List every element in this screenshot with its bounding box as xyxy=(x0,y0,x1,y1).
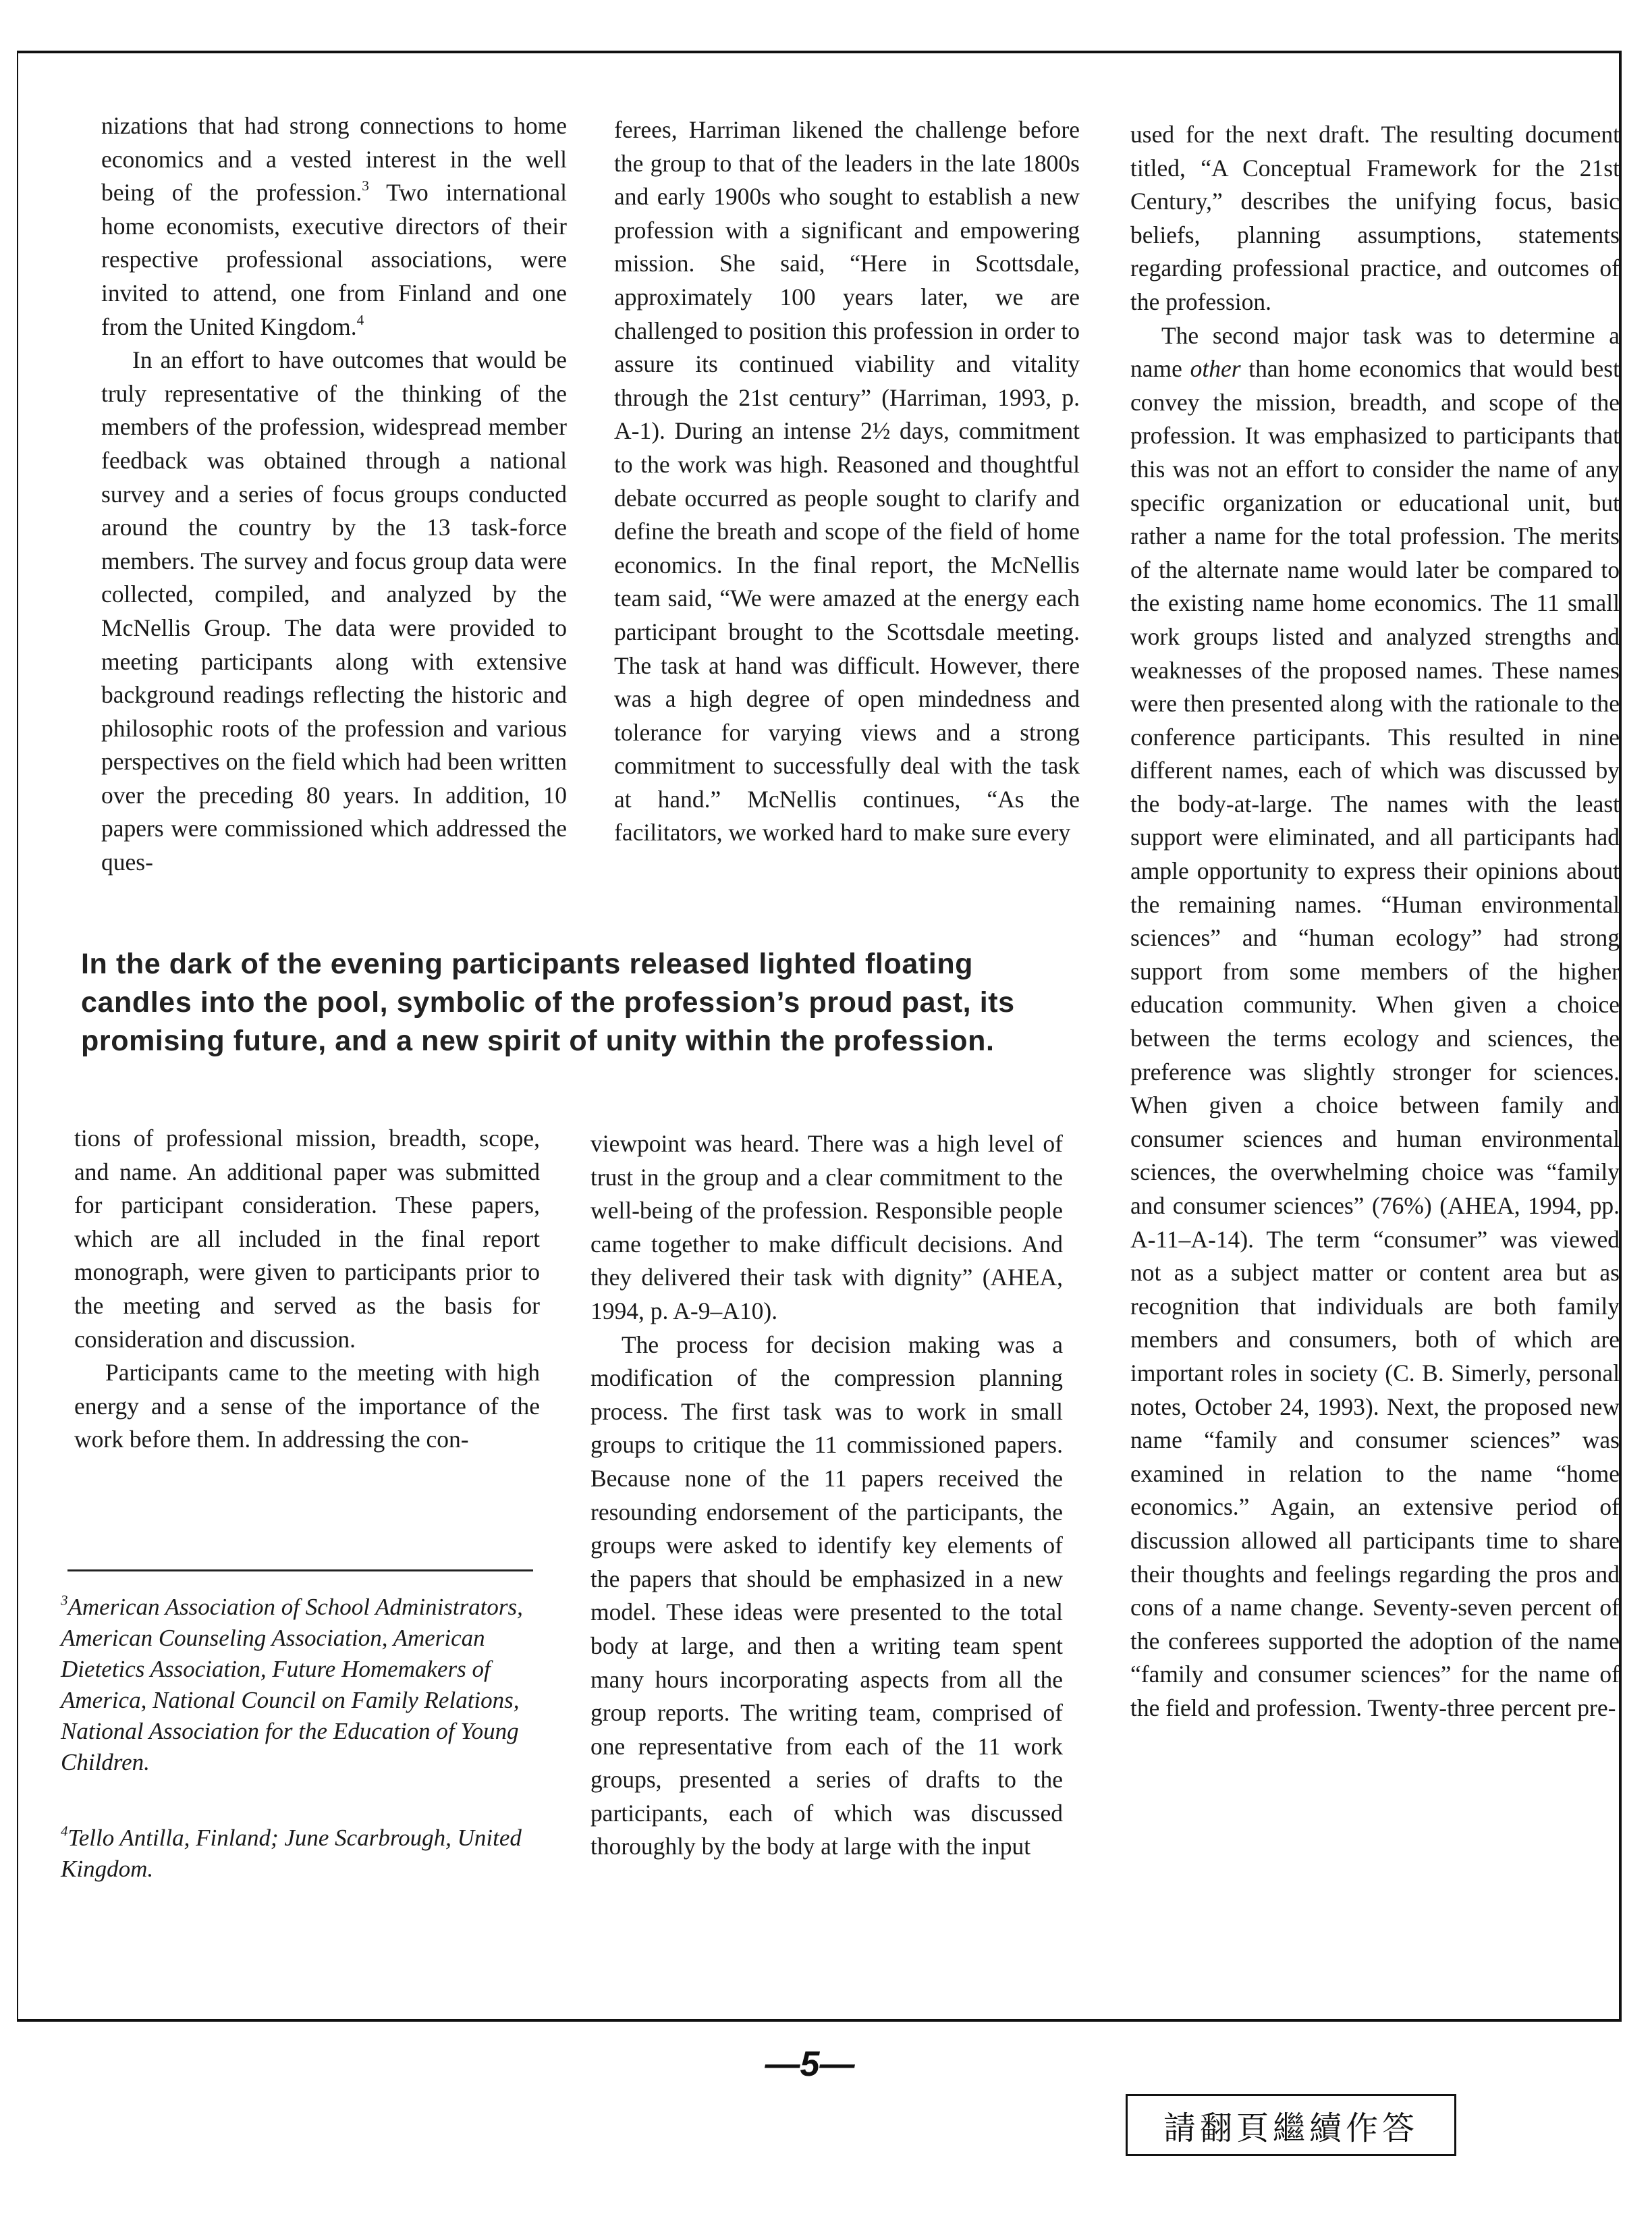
paragraph: Participants came to the meeting with high energy and a sense of the importance of the work before them. In addressing the con- xyxy=(74,1359,540,1453)
paragraph: The process for decision making was a modification of the compression planning process. The first task was to work in small groups to critique the 11 commissioned papers. Because none of the 11 papers received the resounding endorsement of the participants, the groups were asked to identify key elements of the papers that should be emphasized in a new model. These ideas were presented to the total body at large, and then a writing team spent many hours incorporating aspects from all the group reports. The writing team, comprised of one representative from each of the 11 work groups, presented a series of drafts to the participants, each of which was discussed thoroughly by the body at large with the input xyxy=(590,1330,1063,1860)
paragraph xyxy=(101,109,567,344)
footnote-3 xyxy=(61,1592,540,1778)
paragraph: viewpoint was heard. There was a high level of trust in the group and a clear commitment to the well-being of the profession. Responsible people came together to make difficult decisions. And they delivered their task with dignity” (AHEA, 1994, p. A-9–A10). xyxy=(590,1130,1063,1324)
footnote-body: Tello Antilla, Finland; June Scarbrough, United Kingdom. xyxy=(61,1825,522,1882)
footnote-text xyxy=(61,1592,540,1778)
pull-quote-line: candles into the pool, symbolic of the profession’s proud past, its xyxy=(81,986,1015,1019)
footnote-body: American Association of School Administrators, American Counseling Association, American Dietetics Association, Future Homemakers of America, National Council on Family Relations, National Association for the Education of Young Children. xyxy=(61,1594,523,1775)
footnote-number: 4 xyxy=(61,1823,68,1839)
column-1-top xyxy=(101,109,567,880)
pull-quote-line: promising future, and a new spirit of unity within the profession. xyxy=(81,1025,995,1057)
pull-quote-line: In the dark of the evening participants released lighted floating xyxy=(81,948,974,980)
footnote-divider xyxy=(67,1569,533,1571)
paragraph-text: than home economics that would best convey the mission, breadth, and scope of the profession. It was emphasized to participants that this was not an effort to consider the name of any specific organization or educational unit, but rather a name for the total profession. The merits of the alternate name would later be compared to the existing name home economics. The 11 small work groups listed and analyzed strengths and weaknesses of the proposed names. These names were then presented along with the rationale to the conference participants. This resulted in nine different names, each of which was discussed by the body-at-large. The names with the least support were eliminated, and all participants had ample opportunity to express their opinions about the remaining names. “Human environmental sciences” and “human ecology” had strong support from some members of the higher education community. When given a choice between the terms ecology and sciences, the preference was slightly stronger for sciences. When given a choice between family and consumer sciences and human environmental sciences, the overwhelming choice was “family and consumer sciences” (76%) (AHEA, 1994, pp. A-11–A-14). The term “consumer” was viewed not as a subject matter or content area but as recognition that individuals are both family members and consumers, both of which are important roles in society (C. B. Simerly, personal notes, October 24, 1993). Next, the proposed new name “family and consumer sciences” was examined in relation to the name “home economics.” Again, an extensive period of discussion allowed all participants time to share their thoughts and feelings regarding the pros and cons of a name change. Seventy-seven percent of the conferees supported the adoption of the name “family and consumer sciences” for the name of the field and profession. Twenty-three percent pre- xyxy=(1130,355,1620,1721)
column-2-bottom xyxy=(590,1127,1063,1864)
paragraph: In an effort to have outcomes that would be truly representative of the thinking of the members of the profession, widespread member feedback was obtained through a national survey and a series of focus groups conducted around the country by the 13 task-force members. The survey and focus group data were collected, compiled, and analyzed by the McNellis Group. The data were provided to meeting participants along with extensive background readings reflecting the historic and philosophic roots of the profession and various perspectives on the field which had been written over the preceding 80 years. In addition, 10 papers were commissioned which addressed the ques- xyxy=(101,346,567,876)
column-2-top xyxy=(614,113,1080,850)
paragraph: ferees, Harriman likened the challenge before the group to that of the leaders in the late 1800s and early 1900s who sought to establish a new profession with a significant and empowering mission. She said, “Here in Scottsdale, approximately 100 years later, we are challenged to position this profession in order to assure its continued viability and vitality through the 21st century” (Harriman, 1993, p. A-1). During an intense 2½ days, commitment to the work was high. Reasoned and thoughtful debate occurred as people sought to clarify and define the breath and scope of the field of home economics. In the final report, the McNellis team said, “We were amazed at the energy each participant brought to the Scottsdale meeting. The task at hand was difficult. However, there was a high degree of open mindedness and tolerance for varying views and a strong commitment to successfully deal with the task at hand.” McNellis continues, “As the facilitators, we worked hard to make sure every xyxy=(614,116,1080,846)
pull-quote xyxy=(81,945,1107,1060)
paragraph-text: The second major task was to determine a name xyxy=(1130,321,1620,383)
continue-notice-box xyxy=(1126,2094,1456,2156)
footnote-4 xyxy=(61,1823,540,1885)
continue-notice-text: 請翻頁繼續作答 xyxy=(1163,2109,1419,2147)
emphasis-text: other xyxy=(1190,355,1241,383)
column-3 xyxy=(1130,118,1620,1725)
footnote-ref-3: 3 xyxy=(362,178,369,194)
paragraph: used for the next draft. The resulting document titled, “A Conceptual Framework for the 21st Century,” describes the unifying focus, basic beliefs, planning assumptions, statements regarding professional practice, and outcomes of the profession. xyxy=(1130,121,1620,315)
page-number: —5— xyxy=(765,2045,855,2084)
paragraph-text: Two international home economists, executive directors of their respective professional associations, were invited to attend, one from Finland and one from the United Kingdom. xyxy=(101,179,568,340)
footnote-number: 3 xyxy=(61,1592,68,1609)
paragraph xyxy=(1130,319,1620,1725)
paragraph: tions of professional mission, breadth, scope, and name. An additional paper was submitted for participant consideration. These papers, which are all included in the final report monograph, were given to participants prior to the meeting and served as the basis for consideration and discussion. xyxy=(74,1125,540,1353)
paragraph-text: nizations that had strong connections to home economics and a vested interest in the well being of the profession. xyxy=(101,112,567,207)
column-1-bottom xyxy=(74,1122,540,1457)
footnote-text xyxy=(61,1823,540,1885)
footnote-ref-4: 4 xyxy=(356,311,364,328)
